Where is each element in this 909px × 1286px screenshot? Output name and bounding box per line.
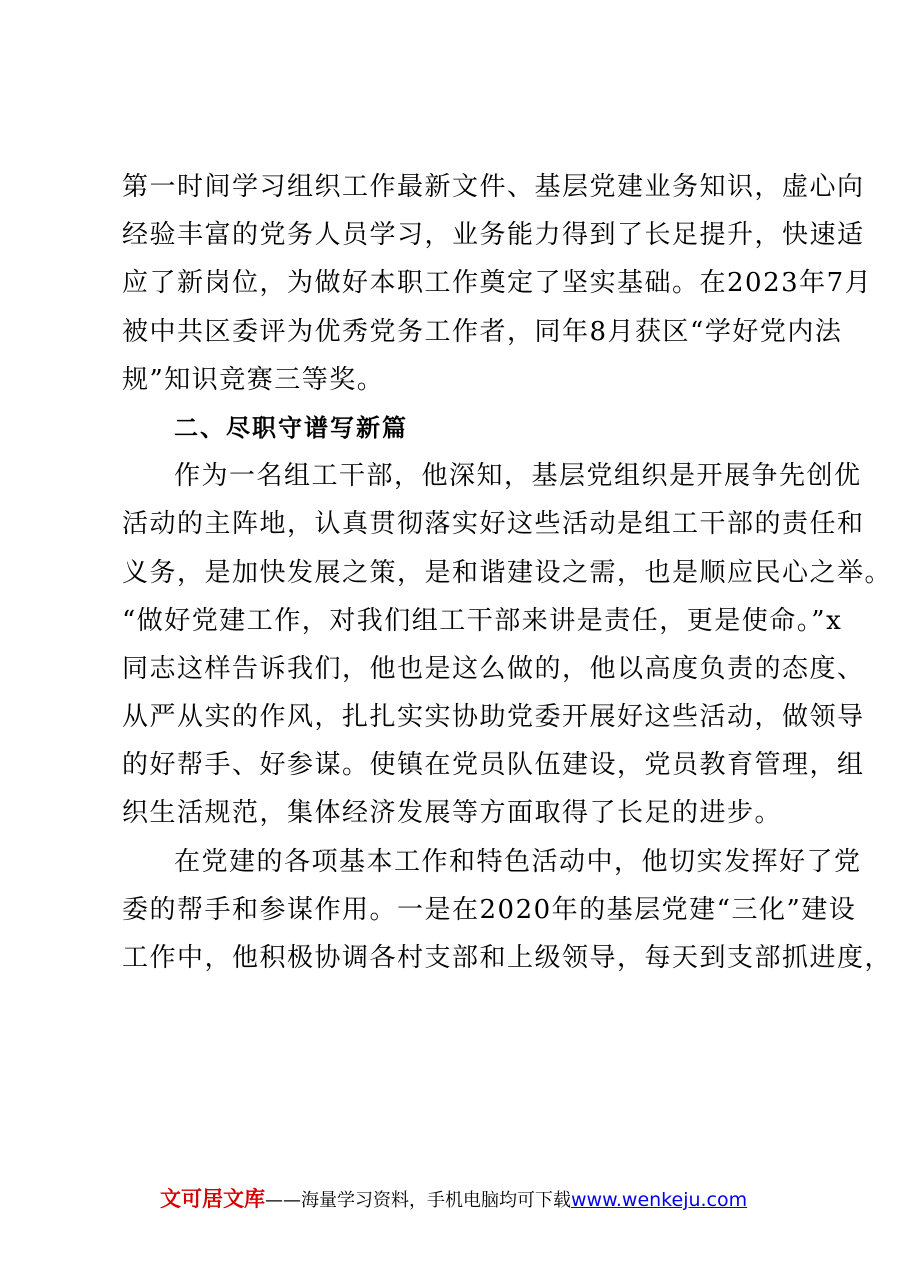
text-line: 作为一名组工干部，他深知，基层党组织是开展争先创优 xyxy=(174,461,862,492)
text-line: 的好帮手、好参谋。使镇在党员队伍建设，党员教育管理，组 xyxy=(122,750,865,781)
text-line: 义务，是加快发展之策，是和谐建设之需，也是顺应民心之举。 xyxy=(122,557,893,588)
paragraph-1 xyxy=(122,163,873,404)
section-heading: 二、尽职守谱写新篇 xyxy=(174,413,408,442)
text-line: 规”知识竞赛三等奖。 xyxy=(122,364,385,395)
footer-tagline: ——海量学习资料，手机电脑均可下载 xyxy=(265,1190,571,1211)
page-footer xyxy=(160,1184,780,1214)
text-line: 从严从实的作风，扎扎实实协助党委开展好这些活动，做领导 xyxy=(122,702,865,733)
footer-brand: 文可居文库 xyxy=(160,1187,265,1211)
text-line: 织生活规范，集体经济发展等方面取得了长足的进步。 xyxy=(122,798,783,829)
text-line: 工作中，他积极协调各村支部和上级领导，每天到支部抓进度， xyxy=(122,943,893,973)
text-line: 被中共区委评为优秀党务工作者，同年8月获区“学好党内法 xyxy=(122,316,843,347)
text-line: 经验丰富的党务人员学习，业务能力得到了长足提升，快速适 xyxy=(122,220,865,251)
text-line: 活动的主阵地，认真贯彻落实好这些活动是组工干部的责任和 xyxy=(122,509,865,540)
text-line: “做好党建工作，对我们组工干部来讲是责任，更是使命。”x xyxy=(122,605,843,636)
text-line: 在党建的各项基本工作和特色活动中，他切实发挥好了党 xyxy=(174,846,862,877)
paragraph-3 xyxy=(122,838,893,983)
document-body xyxy=(122,163,893,982)
text-line: 同志这样告诉我们，他也是这么做的，他以高度负责的态度、 xyxy=(122,653,865,684)
paragraph-2 xyxy=(122,452,893,838)
text-line: 委的帮手和参谋作用。一是在2020年的基层党建“三化”建设 xyxy=(122,894,857,925)
text-line: 第一时间学习组织工作最新文件、基层党建业务知识，虚心向 xyxy=(122,172,865,202)
footer-link[interactable]: www.wenkeju.com xyxy=(571,1189,748,1211)
text-line: 应了新岗位，为做好本职工作奠定了坚实基础。在2023年7月 xyxy=(122,268,873,299)
